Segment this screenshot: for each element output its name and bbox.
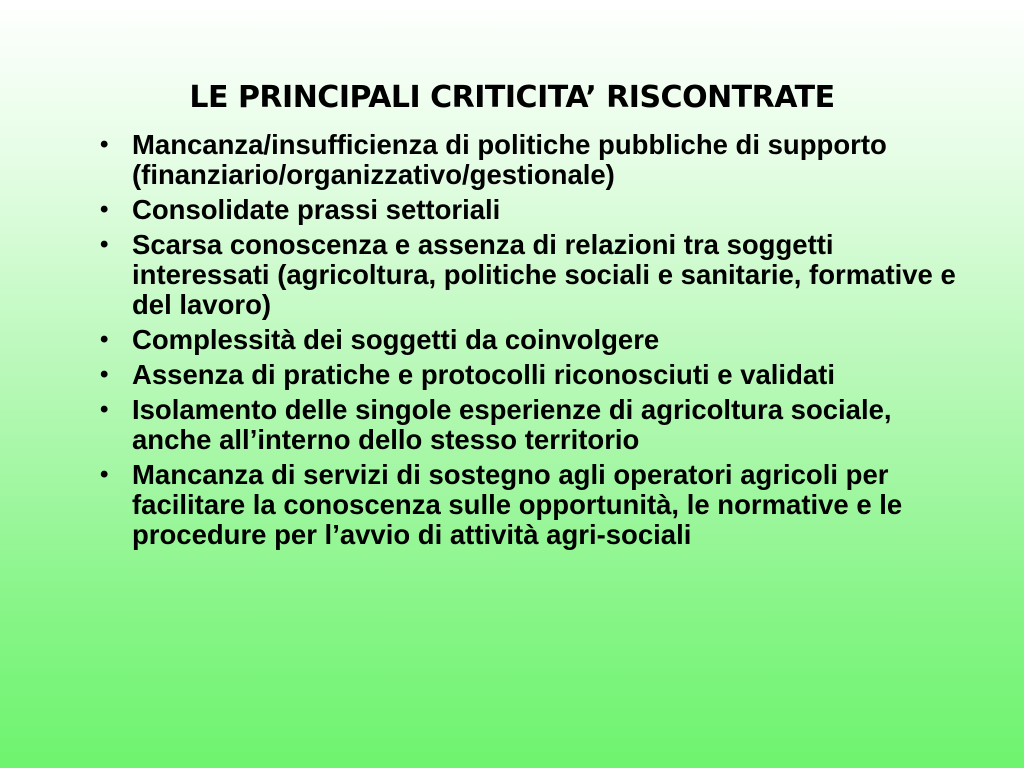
bullet-icon: •	[100, 196, 109, 223]
bullet-item	[92, 325, 972, 355]
bullet-icon: •	[100, 461, 109, 488]
bullet-icon: •	[100, 131, 109, 158]
bullet-item	[92, 360, 972, 390]
bullet-icon: •	[100, 396, 109, 423]
bullet-icon: •	[100, 326, 109, 353]
bullet-text: Complessità dei soggetti da coinvolgere	[132, 324, 660, 355]
bullet-icon: •	[100, 361, 109, 388]
bullet-text: Assenza di pratiche e protocolli riconosciuti e validati	[132, 359, 835, 390]
slide-title: LE PRINCIPALI CRITICITA’ RISCONTRATE	[189, 80, 835, 116]
bullet-list	[92, 130, 972, 555]
bullet-text: Mancanza/insufficienza di politiche pubbliche di supporto (finanziario/organizzativo/gestionale)	[132, 129, 887, 190]
bullet-text: Isolamento delle singole esperienze di agricoltura sociale, anche all’interno dello stesso territorio	[132, 394, 892, 455]
bullet-text: Scarsa conoscenza e assenza di relazioni tra soggetti interessati (agricoltura, politiche sociali e sanitarie, formative e del lavoro)	[132, 229, 956, 320]
bullet-item	[92, 130, 972, 190]
bullet-item	[92, 230, 972, 320]
bullet-item	[92, 195, 972, 225]
bullet-text: Consolidate prassi settoriali	[132, 194, 501, 225]
bullet-text: Mancanza di servizi di sostegno agli operatori agricoli per facilitare la conoscenza sulle opportunità, le normative e le procedure per l’avvio di attività agri-sociali	[132, 459, 903, 550]
bullet-item	[92, 395, 972, 455]
bullet-item	[92, 460, 972, 550]
bullet-icon: •	[100, 231, 109, 258]
